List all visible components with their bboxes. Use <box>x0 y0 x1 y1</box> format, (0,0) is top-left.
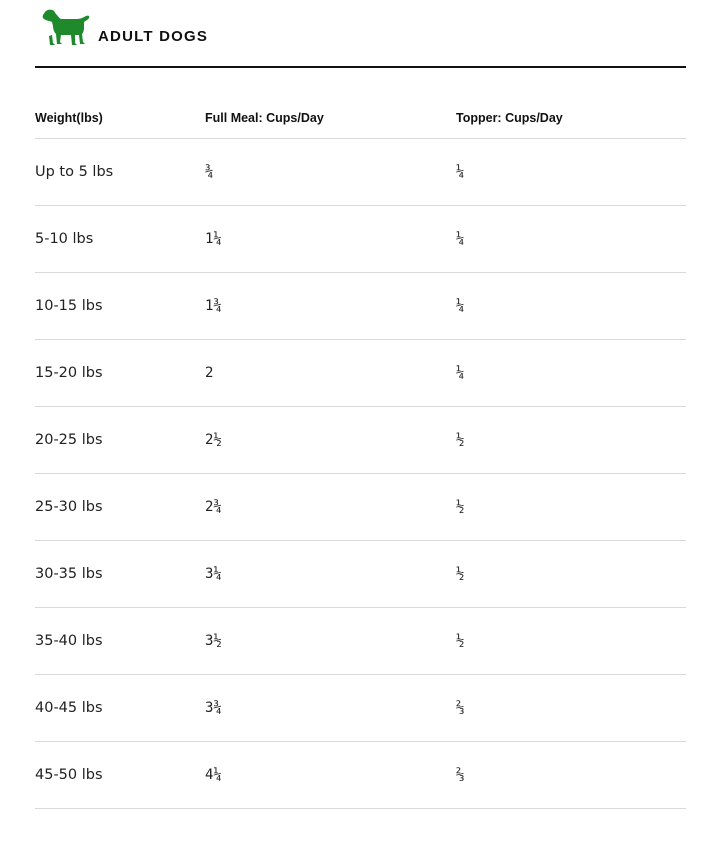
weight-cell: 35-40 lbs <box>35 633 103 649</box>
full-meal-cell: 2½ <box>205 432 222 448</box>
full-meal-cell: 3¼ <box>205 566 222 582</box>
full-meal-cell: 2¾ <box>205 499 222 515</box>
weight-cell: 45-50 lbs <box>35 767 103 783</box>
full-meal-cell: 1¼ <box>205 231 222 247</box>
topper-cell: ¼ <box>456 164 465 180</box>
topper-cell: ¼ <box>456 298 465 314</box>
topper-cell: ½ <box>456 432 465 448</box>
column-header-weight: Weight(lbs) <box>35 110 103 125</box>
column-header-full-meal: Full Meal: Cups/Day <box>205 110 324 125</box>
table-row <box>35 608 686 675</box>
weight-cell: 20-25 lbs <box>35 432 103 448</box>
section-header <box>35 6 686 68</box>
table-row <box>35 340 686 407</box>
weight-cell: 10-15 lbs <box>35 298 103 314</box>
topper-cell: ½ <box>456 633 465 649</box>
full-meal-cell: 1¾ <box>205 298 222 314</box>
table-row <box>35 407 686 474</box>
weight-cell: 40-45 lbs <box>35 700 103 716</box>
table-row <box>35 474 686 541</box>
weight-cell: Up to 5 lbs <box>35 164 114 180</box>
table-row <box>35 273 686 340</box>
full-meal-cell: 2 <box>205 365 214 381</box>
table-row <box>35 206 686 273</box>
page-title: ADULT DOGS <box>98 28 209 45</box>
weight-cell: 25-30 lbs <box>35 499 103 515</box>
topper-cell: ⅔ <box>456 700 465 716</box>
column-header-topper: Topper: Cups/Day <box>456 110 563 125</box>
table-row <box>35 541 686 608</box>
table-row <box>35 675 686 742</box>
table-row <box>35 139 686 206</box>
feeding-table <box>35 93 686 809</box>
topper-cell: ¼ <box>456 365 465 381</box>
topper-cell: ⅔ <box>456 767 465 783</box>
weight-cell: 15-20 lbs <box>35 365 103 381</box>
weight-cell: 5-10 lbs <box>35 231 94 247</box>
table-header-row <box>35 93 686 139</box>
dog-icon <box>39 8 91 46</box>
full-meal-cell: ¾ <box>205 164 214 180</box>
full-meal-cell: 3½ <box>205 633 222 649</box>
topper-cell: ¼ <box>456 231 465 247</box>
full-meal-cell: 4¼ <box>205 767 222 783</box>
table-row <box>35 742 686 809</box>
topper-cell: ½ <box>456 566 465 582</box>
topper-cell: ½ <box>456 499 465 515</box>
full-meal-cell: 3¾ <box>205 700 222 716</box>
weight-cell: 30-35 lbs <box>35 566 103 582</box>
